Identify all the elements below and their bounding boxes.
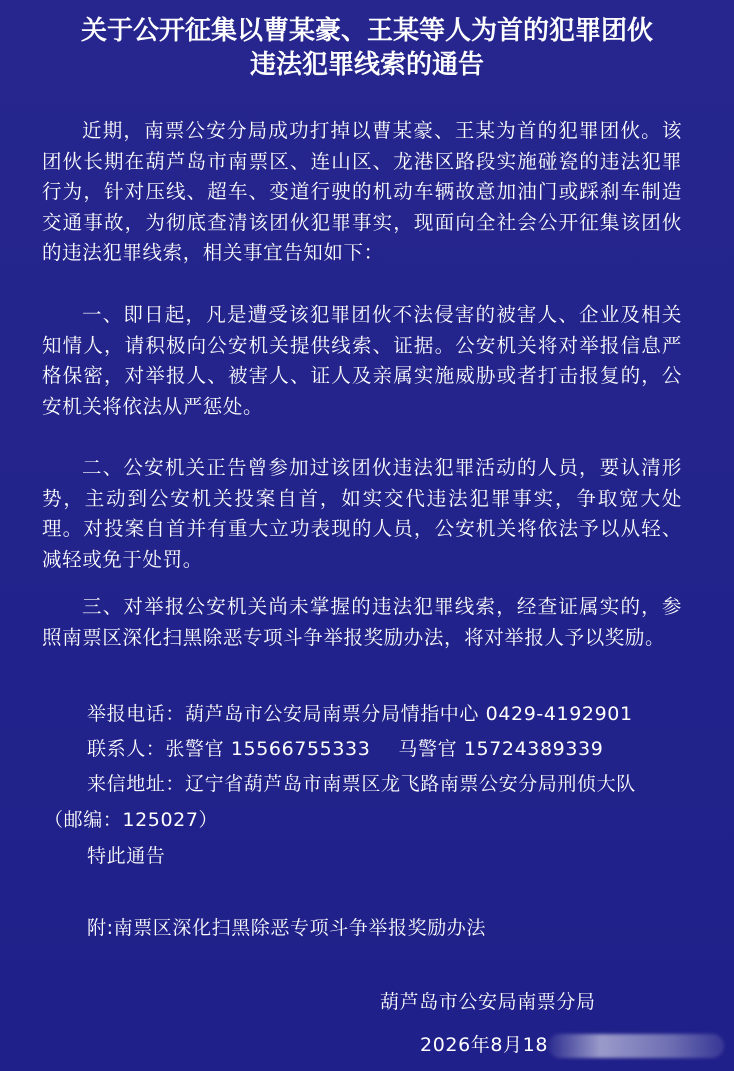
notice-title-line-1: 关于公开征集以曹某豪、王某等人为首的犯罪团伙 <box>80 16 653 46</box>
item-one-paragraph: 一、即日起，凡是遭受该犯罪团伙不法侵害的被害人、企业及相关知情人，请积极向公安机关提供线索、证据。公安机关将对举报信息严格保密，对举报人、被害人、证人及亲属实施威胁或者打击报复的，公安机关将依法从严惩处。 <box>42 303 682 418</box>
report-phone-line: 举报电话：葫芦岛市公安局南票分局情指中心 0429-4192901 <box>87 703 633 725</box>
attachment-line: 附:南票区深化扫黑除恶专项斗争举报奖励办法 <box>87 917 487 939</box>
contact-person-line <box>87 735 603 763</box>
item-two-paragraph: 二、公安机关正告曾参加过该团伙违法犯罪活动的人员，要认清形势，主动到公安机关投案自首，如实交代违法犯罪事实，争取宽大处理。对投案自首并有重大立功表现的人员，公安机关将依法予以从轻、减轻或免于处罚。 <box>42 456 682 571</box>
contact-person-b: 马警官 15724389339 <box>398 738 604 760</box>
postal-code-line: （邮编：125027） <box>44 809 219 831</box>
issue-date: 2026年8月18 <box>420 1034 549 1056</box>
contact-person-a: 联系人：张警官 15566755333 <box>87 738 371 760</box>
issuing-authority-signature: 葫芦岛市公安局南票分局 <box>380 991 596 1013</box>
blurred-watermark <box>548 1034 724 1058</box>
notice-title-line-2: 违法犯罪线索的通告 <box>249 50 484 80</box>
item-three-paragraph: 三、对举报公安机关尚未掌握的违法犯罪线索，经查证属实的，参照南票区深化扫黑除恶专项斗争举报奖励办法，将对举报人予以奖励。 <box>42 595 682 649</box>
mail-address-line: 来信地址：辽宁省葫芦岛市南票区龙飞路南票公安分局刑侦大队 <box>87 773 636 795</box>
notice-closing: 特此通告 <box>87 845 166 867</box>
intro-paragraph: 近期，南票公安分局成功打掉以曹某豪、王某为首的犯罪团伙。该团伙长期在葫芦岛市南票区、连山区、龙港区路段实施碰瓷的违法犯罪行为，针对压线、超车、变道行驶的机动车辆故意加油门或踩刹车制造交通事故，为彻底查清该团伙犯罪事实，现面向全社会公开征集该团伙的违法犯罪线索，相关事宜告知如下： <box>42 119 682 264</box>
